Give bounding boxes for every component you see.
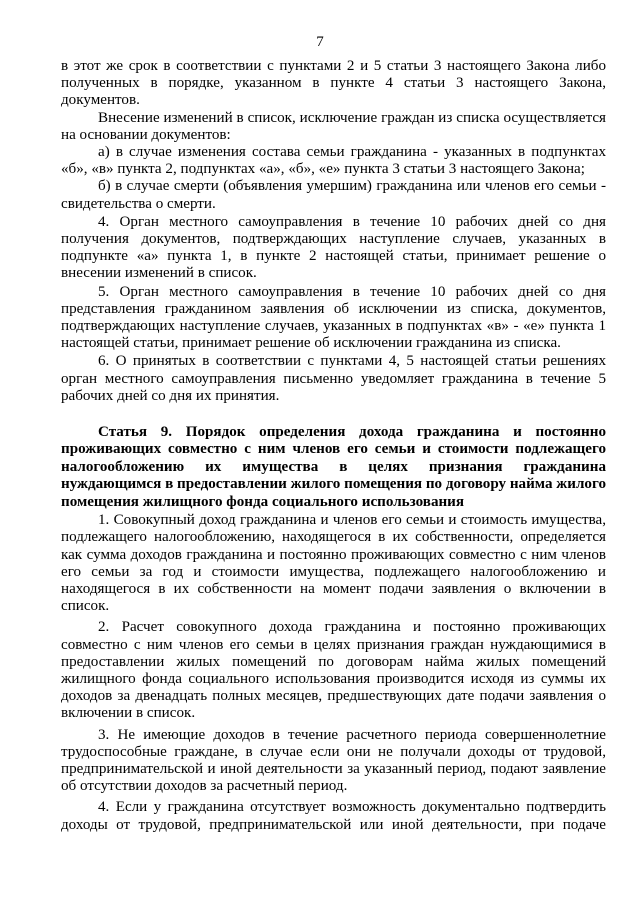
paragraph-item-5: 5. Орган местного самоуправления в течение 10 рабочих дней со дня представления гражданином заявления об исключении из списка, документов, подтверждающих наступление случаев, указанных в подпунктах «в» - «е» пункта 1 настоящей статьи, принимает решение об исключении гражданина из списка.	[61, 283, 606, 352]
paragraph-article9-item-3: 3. Не имеющие доходов в течение расчетного периода совершеннолетние трудоспособные граждане, в случае если они не получали доходы от трудовой, предпринимательской и иной деятельности за указанный период, подают заявление об отсутствии доходов за расчетный период.	[61, 726, 606, 795]
paragraph-item-4: 4. Орган местного самоуправления в течение 10 рабочих дней со дня получения документов, подтверждающих наступление случаев, указанных в подпункте «а» пункта 1, в пункте 2 настоящей статьи, принимает решение о внесении изменений в список.	[61, 213, 606, 282]
paragraph-article9-item-1: 1. Совокупный доход гражданина и членов его семьи и стоимость имущества, подлежащего налогообложению, находящегося в их собственности, определяется как сумма доходов гражданина и постоянно проживающих совместно с ним членов его семьи за год и стоимости имущества, подлежащего налогообложению и находящегося в их собственности на момент подачи заявления о включении в список.	[61, 512, 606, 615]
article-9-heading: Статья 9. Порядок определения дохода гражданина и постоянно проживающих совместно с ним членов его семьи и стоимости подлежащего налогообложению их имущества в целях признания гражданина нуждающимся в предоставлении жилого помещения по договору найма жилого помещения жилищного фонда социального использования	[61, 424, 606, 510]
paragraph-subitem-a: а) в случае изменения состава семьи гражданина - указанных в подпунктах «б», «в» пункта 2, подпунктах «а», «б», «е» пункта 3 статьи 3 настоящего Закона;	[61, 144, 606, 178]
paragraph-subitem-b: б) в случае смерти (объявления умершим) гражданина или членов его семьи - свидетельства о смерти.	[61, 178, 606, 212]
page-number: 7	[316, 34, 324, 50]
paragraph-article9-item-2: 2. Расчет совокупного дохода гражданина и постоянно проживающих совместно с ним членов его семьи в целях признания граждан нуждающимися в предоставлении жилых помещений по договорам найма жилых помещений жилищного фонда социального использования производится исходя из суммы их доходов за двенадцать полных месяцев, предшествующих дате подачи заявления о включении в список.	[61, 619, 606, 722]
document-body	[61, 58, 606, 851]
paragraph-amendment-basis: Внесение изменений в список, исключение граждан из списка осуществляется на основании документов:	[61, 109, 606, 143]
paragraph-article9-item-4: 4. Если у гражданина отсутствует возможность документально подтвердить доходы от трудовой, предпринимательской или иной деятельности, при подаче	[61, 799, 606, 833]
paragraph-continuation: в этот же срок в соответствии с пунктами 2 и 5 статьи 3 настоящего Закона либо полученных в порядке, указанном в пункте 4 статьи 3 настоящего Закона, документов.	[61, 58, 606, 109]
paragraph-item-6: 6. О принятых в соответствии с пунктами 4, 5 настоящей статьи решениях орган местного самоуправления письменно уведомляет гражданина в течение 5 рабочих дней со дня их принятия.	[61, 353, 606, 404]
